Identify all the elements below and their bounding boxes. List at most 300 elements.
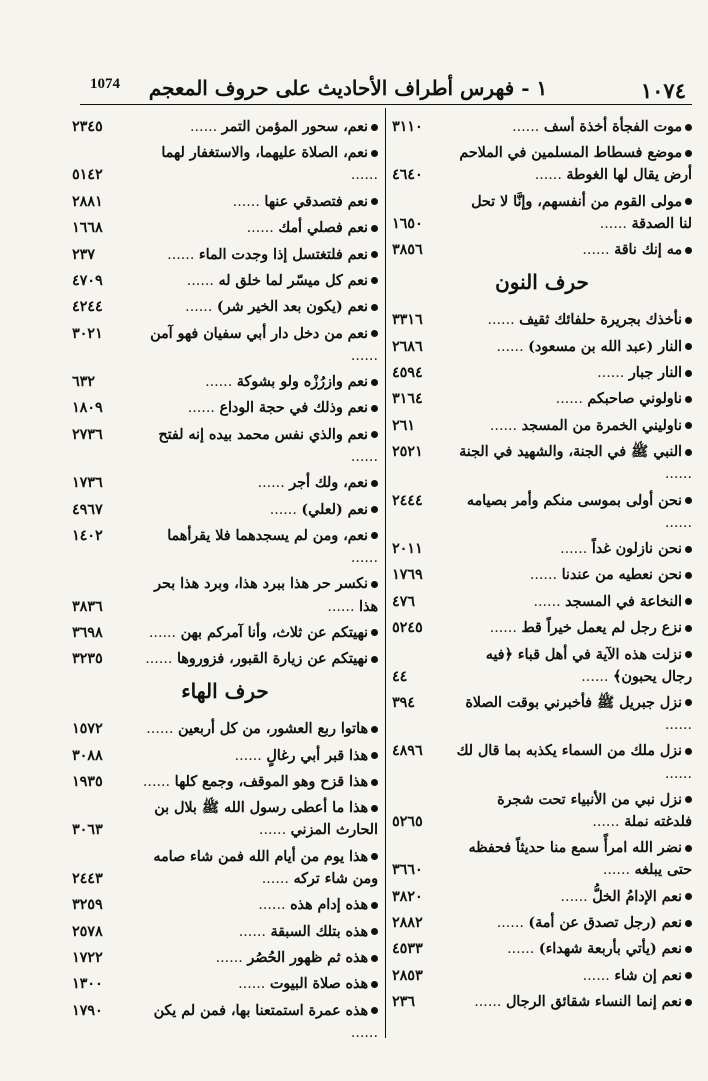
entry-text-wrapper	[456, 362, 692, 384]
index-entry	[72, 718, 378, 740]
entry-text: نأخذك بجريرة حلفائك ثقيف	[519, 312, 682, 329]
leader-dots: ......	[487, 312, 520, 329]
index-entry	[392, 388, 692, 410]
leader-dots: ......	[258, 897, 291, 914]
page-number-arabic: ١٠٧٤	[640, 78, 686, 103]
leader-dots: ......	[350, 167, 378, 184]
bullet-icon	[371, 581, 378, 588]
entry-text: نعم وازرُزْه ولو بشوكة	[236, 374, 368, 391]
entry-number: ٤٨٩٦	[392, 743, 423, 760]
entry-text: نعم فتصدقي عنها	[264, 193, 368, 210]
entry-number: ٢٣٦	[392, 994, 415, 1011]
leader-dots: ......	[261, 870, 294, 887]
index-entry	[392, 538, 692, 560]
entry-number: ١٩٣٥	[72, 774, 103, 791]
entry-text: نعم من دخل دار أبي سفيان فهو آمن	[150, 325, 368, 342]
index-entry	[72, 622, 378, 644]
entry-number: ١٨٠٩	[72, 400, 103, 417]
leader-dots: ......	[257, 475, 290, 492]
index-entry	[392, 490, 692, 534]
entry-text-wrapper	[136, 397, 378, 419]
leader-dots: ......	[246, 220, 279, 237]
entry-number: ٣١٦٤	[392, 391, 423, 408]
leader-dots: ......	[597, 365, 629, 382]
entry-number: ٢٠١١	[392, 541, 423, 558]
leader-dots: ......	[582, 967, 615, 984]
entry-text: نزلت هذه الآية في أهل قباء ﴿فيه رجال يحبون﴾	[485, 646, 692, 685]
leader-dots: ......	[350, 347, 378, 364]
bullet-icon	[371, 225, 378, 232]
bullet-icon	[371, 902, 378, 909]
entry-number: ٢٤٤٣	[72, 870, 103, 887]
leader-dots: ......	[142, 774, 175, 791]
entry-text-wrapper	[456, 617, 692, 639]
entry-number: ٣٨٥٦	[392, 242, 423, 259]
index-entry	[72, 191, 378, 213]
index-entry	[72, 973, 378, 995]
entry-number: ٣٠٨٨	[72, 747, 103, 764]
leader-dots: ......	[187, 400, 220, 417]
leader-dots: ......	[186, 272, 219, 289]
entry-text: موت الفجأة أخذة أسف	[543, 119, 682, 135]
entry-number: ٢٦٨٦	[392, 338, 423, 355]
entry-text: نحن أولى بموسى منكم وأمر بصيامه	[466, 492, 682, 509]
entry-number: ١٧٩٠	[72, 1002, 103, 1019]
bullet-icon	[371, 431, 378, 438]
entry-text-wrapper	[456, 239, 692, 261]
entry-text: نعم (رجل تصدق عن أمة)	[528, 915, 682, 932]
entry-text: هذه صلاة البيوت	[269, 976, 368, 993]
leader-dots: ......	[512, 119, 544, 135]
index-entry	[72, 296, 378, 318]
leader-dots: ......	[205, 374, 237, 391]
leader-dots: ......	[234, 747, 267, 764]
entry-text: نعم فلتغتسل إذا وجدت الماء	[198, 246, 368, 263]
bullet-icon	[371, 379, 378, 386]
index-entry	[392, 564, 692, 586]
bullet-icon	[685, 972, 692, 979]
index-entry	[72, 921, 378, 943]
entry-text: نكسر حر هذا ببرد هذا، وبرد هذا بحر هذا	[154, 576, 378, 615]
leader-dots: ......	[145, 651, 177, 668]
entry-text-wrapper	[136, 771, 378, 793]
entry-number: ٥١٤٢	[72, 167, 103, 184]
leader-dots: ......	[327, 598, 360, 615]
entry-text: هذا قزح وهو الموقف، وجمع كلها	[174, 774, 368, 791]
entry-text-wrapper	[456, 309, 692, 331]
leader-dots: ......	[148, 624, 181, 641]
entry-text: النخاعة في المسجد	[565, 593, 682, 610]
entry-text: نهيتكم عن ثلاث، وأنا آمركم بهن	[180, 624, 368, 641]
entry-text-wrapper	[456, 991, 692, 1013]
leader-dots: ......	[215, 950, 248, 967]
entry-text-wrapper	[136, 296, 378, 318]
bullet-icon	[685, 946, 692, 953]
bullet-icon	[371, 955, 378, 962]
entry-text: نزل جبريل ﷺ فأخبرني بوقت الصلاة	[465, 694, 682, 711]
index-entry	[392, 991, 692, 1013]
entry-text-wrapper	[136, 573, 378, 617]
entry-number: ٦٣٢	[72, 374, 95, 391]
bullet-icon	[685, 699, 692, 706]
entry-text: نعم وذلك في حجة الوداع	[219, 400, 368, 417]
page-number-latin: 1074	[90, 76, 120, 92]
index-entry	[392, 191, 692, 235]
entry-number: ٣٢٥٩	[72, 897, 103, 914]
entry-number: ٣٠٦٣	[72, 822, 103, 839]
entry-text: هذه بتلك السبقة	[270, 923, 368, 940]
leader-dots: ......	[664, 717, 692, 734]
entry-text: نحن نازلون غداً	[591, 541, 682, 558]
entry-text: نعم (لعلي)	[301, 501, 368, 518]
entry-text-wrapper	[136, 116, 378, 138]
bullet-icon	[371, 656, 378, 663]
entry-text: ناولوني صاحبكم	[587, 391, 682, 408]
leader-dots: ......	[599, 215, 632, 232]
entry-number: ٣٦٩٨	[72, 624, 103, 641]
index-entry	[392, 886, 692, 908]
leader-dots: ......	[664, 466, 692, 483]
entry-text-wrapper	[456, 591, 692, 613]
leader-dots: ......	[489, 417, 522, 434]
entry-text: نزع رجل لم يعمل خيراً قط	[521, 620, 682, 637]
bullet-icon	[371, 532, 378, 539]
entry-text-wrapper	[136, 1000, 378, 1044]
entry-text: هذه ثم ظهور الحُصُر	[247, 950, 368, 967]
right-top-entries	[392, 116, 692, 261]
section-title-noon: حرف النون	[495, 270, 589, 295]
leader-dots: ......	[238, 923, 271, 940]
entry-text-wrapper	[136, 217, 378, 239]
bullet-icon	[685, 546, 692, 553]
entry-text-wrapper	[136, 622, 378, 644]
index-entry	[72, 1000, 378, 1044]
bullet-icon	[685, 449, 692, 456]
index-entry	[72, 244, 378, 266]
entry-text: نعم، الصلاة عليهما، والاستغفار لهما	[161, 145, 368, 162]
index-entry	[392, 692, 692, 736]
index-entry	[392, 441, 692, 485]
index-entry	[72, 270, 378, 292]
entry-text-wrapper	[456, 965, 692, 987]
bullet-icon	[371, 506, 378, 513]
entry-text-wrapper	[136, 270, 378, 292]
entry-text-wrapper	[136, 797, 378, 841]
entry-text: موضع فسطاط المسلمين في الملاحم أرض يقال لها الغوطة	[459, 145, 692, 184]
entry-text-wrapper	[136, 947, 378, 969]
leader-dots: ......	[664, 514, 692, 531]
right-main-entries	[392, 309, 692, 1013]
entry-number: ١٧٢٢	[72, 950, 103, 967]
entry-number: ٢٧٣٦	[72, 426, 103, 443]
entry-number: ٣٦٦٠	[392, 862, 423, 879]
leader-dots: ......	[258, 822, 291, 839]
entry-text: النار جبار	[628, 365, 682, 382]
entry-text-wrapper	[136, 424, 378, 468]
leader-dots: ......	[350, 550, 378, 567]
leader-dots: ......	[664, 765, 692, 782]
entry-text: نهيتكم عن زيارة القبور، فزوروها	[176, 651, 368, 668]
entry-text: نعم والذي نفس محمد بيده إنه لفتح	[158, 426, 368, 443]
entry-text: نعم، سحور المؤمن التمر	[221, 119, 368, 135]
bullet-icon	[685, 748, 692, 755]
page-title: ١ - فهرس أطراف الأحاديث على حروف المعجم	[148, 76, 548, 100]
entry-number: ٤٤	[392, 668, 408, 685]
index-entry	[392, 142, 692, 186]
entry-number: ٢٨٨١	[72, 193, 103, 210]
index-entry	[72, 116, 378, 138]
entry-text-wrapper	[136, 648, 378, 670]
index-entry	[72, 323, 378, 367]
entry-text: مه إنك ناقة	[614, 242, 682, 259]
leader-dots: ......	[190, 119, 222, 135]
entry-text-wrapper	[456, 644, 692, 688]
entry-text-wrapper	[136, 846, 378, 890]
entry-text: النبي ﷺ في الجنة، والشهيد في الجنة	[459, 444, 682, 461]
bullet-icon	[685, 198, 692, 205]
bullet-icon	[685, 845, 692, 852]
bullet-icon	[685, 497, 692, 504]
entry-number: ٢٣٧	[72, 246, 95, 263]
leader-dots: ......	[496, 915, 529, 932]
index-entry	[392, 789, 692, 833]
bullet-icon	[371, 480, 378, 487]
index-entry	[72, 525, 378, 569]
entry-text-wrapper	[136, 745, 378, 767]
entry-text-wrapper	[136, 191, 378, 213]
leader-dots: ......	[269, 501, 302, 518]
bullet-icon	[685, 124, 692, 131]
entry-text: نعم الإدامُ الخلُّ	[592, 888, 682, 905]
entry-number: ٤٢٤٤	[72, 299, 103, 316]
index-entry	[72, 797, 378, 841]
bullet-icon	[371, 124, 378, 131]
index-entry	[72, 371, 378, 393]
page-header	[78, 66, 708, 106]
entry-number: ٤٧٦	[392, 593, 415, 610]
bullet-icon	[685, 999, 692, 1006]
index-entry	[392, 912, 692, 934]
entry-text: نعم كل ميسّر لما خلق له	[218, 272, 368, 289]
bullet-icon	[371, 629, 378, 636]
entry-text-wrapper	[136, 472, 378, 494]
entry-text: نعم (يكون بعد الخير شر)	[216, 299, 368, 316]
bullet-icon	[371, 150, 378, 157]
index-entry	[72, 947, 378, 969]
bullet-icon	[371, 981, 378, 988]
leader-dots: ......	[350, 1024, 378, 1041]
entry-text: نعم فصلي أمك	[278, 220, 368, 237]
bullet-icon	[371, 330, 378, 337]
leader-dots: ......	[592, 813, 625, 830]
entry-text-wrapper	[456, 886, 692, 908]
bullet-icon	[371, 277, 378, 284]
entry-number: ٣٨٣٦	[72, 598, 103, 615]
entry-text: نعم، ومن لم يسجدهما فلا يقرأهما	[167, 527, 368, 544]
header-rule	[80, 104, 692, 105]
bullet-icon	[371, 726, 378, 733]
bullet-icon	[685, 370, 692, 377]
index-entry	[72, 573, 378, 617]
leader-dots: ......	[238, 976, 270, 993]
entry-number: ١٧٣٦	[72, 475, 103, 492]
entry-number: ١٥٧٢	[72, 721, 103, 738]
index-entry	[392, 116, 692, 138]
leader-dots: ......	[489, 620, 522, 637]
entry-text-wrapper	[136, 525, 378, 569]
bullet-icon	[685, 572, 692, 579]
leader-dots: ......	[581, 668, 613, 685]
bullet-icon	[685, 343, 692, 350]
entry-text-wrapper	[456, 538, 692, 560]
entry-number: ٢٣٤٥	[72, 119, 103, 135]
entry-text-wrapper	[456, 490, 692, 534]
entry-text-wrapper	[456, 912, 692, 934]
entry-number: ٥٢٤٥	[392, 620, 423, 637]
leader-dots: ......	[146, 721, 178, 738]
entry-text-wrapper	[456, 116, 692, 138]
entry-number: ١٦٦٨	[72, 220, 103, 237]
entry-number: ٤٥٣٣	[392, 941, 423, 958]
entry-text: نعم، ولك أجر	[289, 475, 368, 492]
entry-number: ٤٧٠٩	[72, 272, 103, 289]
leader-dots: ......	[496, 338, 529, 355]
entry-number: ٣٨٢٠	[392, 888, 423, 905]
entry-text: هذا يوم من أيام الله فمن شاء صامه ومن شاء تركه	[153, 848, 378, 887]
index-entry	[392, 938, 692, 960]
index-entry	[72, 472, 378, 494]
leader-dots: ......	[232, 193, 265, 210]
index-entry	[392, 591, 692, 613]
bullet-icon	[371, 251, 378, 258]
entry-text: نزل نبي من الأنبياء تحت شجرة فلدغته نملة	[497, 791, 692, 830]
entry-text: نضر الله امرأً سمع منا حديثاً فحفظه حتى يبلغه	[468, 840, 692, 879]
entry-number: ٤٦٤٠	[392, 167, 423, 184]
leader-dots: ......	[185, 299, 217, 316]
entry-number: ١٧٦٩	[392, 567, 423, 584]
entry-number: ٢٨٥٣	[392, 967, 423, 984]
entry-number: ٢٤٤٤	[392, 492, 423, 509]
entry-text: مولى القوم من أنفسهم، وإنَّا لا تحل لنا الصدقة	[471, 193, 692, 232]
entry-text-wrapper	[456, 837, 692, 881]
leader-dots: ......	[582, 242, 615, 259]
entry-number: ١٦٥٠	[392, 215, 423, 232]
leader-dots: ......	[474, 994, 506, 1011]
index-entry	[72, 846, 378, 890]
index-entry	[72, 424, 378, 468]
index-entry	[392, 309, 692, 331]
entry-text: هذه إدام هذه	[290, 897, 368, 914]
leader-dots: ......	[533, 593, 566, 610]
entry-text-wrapper	[456, 692, 692, 736]
entry-number: ٢٨٨٢	[392, 915, 423, 932]
entry-number: ٤٩٦٧	[72, 501, 103, 518]
leader-dots: ......	[534, 167, 567, 184]
entry-text: هذه عمرة استمتعنا بها، فمن لم يكن	[153, 1002, 368, 1019]
entry-text-wrapper	[456, 740, 692, 784]
entry-number: ٣٩٤	[392, 694, 415, 711]
left-column	[72, 116, 378, 1048]
entry-text: نزل ملك من السماء يكذبه بما قال لك	[456, 743, 682, 760]
right-column	[392, 116, 692, 1018]
entry-number: ٣٢٣٥	[72, 651, 103, 668]
index-entry	[392, 644, 692, 688]
index-entry	[72, 648, 378, 670]
bullet-icon	[685, 651, 692, 658]
entry-number: ٥٢٦٥	[392, 813, 423, 830]
entry-text: هاتوا ربع العشور، من كل أربعين	[178, 721, 368, 738]
entry-number: ٢٥٧٨	[72, 923, 103, 940]
bullet-icon	[371, 928, 378, 935]
index-entry	[72, 894, 378, 916]
index-entry	[72, 142, 378, 186]
bullet-icon	[371, 1007, 378, 1014]
entry-text-wrapper	[136, 371, 378, 393]
index-entry	[392, 617, 692, 639]
entry-text-wrapper	[456, 388, 692, 410]
index-entry	[392, 415, 692, 437]
leader-dots: ......	[167, 246, 199, 263]
entry-text-wrapper	[456, 564, 692, 586]
bullet-icon	[371, 304, 378, 311]
bullet-icon	[371, 805, 378, 812]
entry-text-wrapper	[136, 244, 378, 266]
leader-dots: ......	[560, 541, 592, 558]
index-entry	[72, 217, 378, 239]
leader-dots: ......	[555, 391, 588, 408]
index-entry	[72, 745, 378, 767]
bullet-icon	[685, 598, 692, 605]
entry-number: ٢٥٢١	[392, 444, 423, 461]
leader-dots: ......	[350, 448, 378, 465]
entry-number: ١٤٠٢	[72, 527, 103, 544]
entry-text: النار (عبد الله بن مسعود)	[528, 338, 682, 355]
leader-dots: ......	[602, 862, 635, 879]
bullet-icon	[685, 396, 692, 403]
entry-number: ٣٠٢١	[72, 325, 103, 342]
entry-text-wrapper	[136, 142, 378, 186]
entry-text: نعم إن شاء	[614, 967, 682, 984]
entry-text: نعم إنما النساء شقائق الرجال	[505, 994, 682, 1011]
index-entry	[392, 740, 692, 784]
entry-number: ١٣٠٠	[72, 976, 103, 993]
bullet-icon	[371, 752, 378, 759]
entry-text-wrapper	[136, 894, 378, 916]
index-entry	[392, 837, 692, 881]
bullet-icon	[685, 893, 692, 900]
leader-dots: ......	[560, 888, 593, 905]
entry-number: ٣١١٠	[392, 119, 423, 135]
bullet-icon	[371, 779, 378, 786]
entry-text: هذا قبر أبي رغالٍ	[266, 747, 368, 764]
column-divider	[385, 108, 386, 1038]
left-top-entries	[72, 116, 378, 670]
entry-text: نحن نعطيه من عندنا	[561, 567, 682, 584]
left-main-entries	[72, 718, 378, 1044]
entry-text: نعم (يأتي بأربعة شهداء)	[538, 941, 682, 958]
bullet-icon	[685, 796, 692, 803]
entry-number: ٤٥٩٤	[392, 365, 423, 382]
entry-text: ناوليني الخمرة من المسجد	[521, 417, 682, 434]
entry-text-wrapper	[456, 938, 692, 960]
bullet-icon	[685, 920, 692, 927]
entry-number: ٣٣١٦	[392, 312, 423, 329]
entry-text-wrapper	[456, 191, 692, 235]
section-title-haa: حرف الهاء	[181, 679, 269, 704]
index-entry	[72, 499, 378, 521]
entry-text-wrapper	[136, 973, 378, 995]
entry-text-wrapper	[136, 499, 378, 521]
